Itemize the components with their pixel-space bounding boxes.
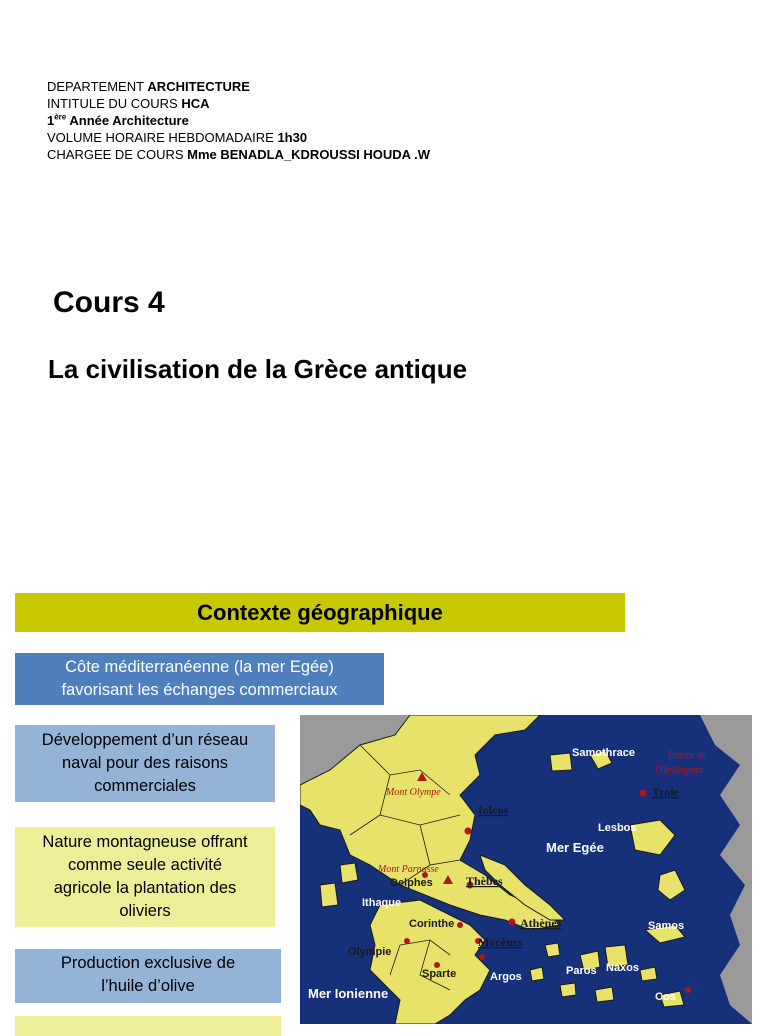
map-label-argos: Argos [490, 971, 522, 983]
info-box-partial [15, 1016, 281, 1036]
city-dot [685, 987, 691, 993]
thasos-island [550, 753, 572, 771]
year-line: 1ère Année Architecture [47, 112, 189, 128]
map-label-sparte: Sparte [422, 968, 457, 980]
greece-map-svg [300, 715, 752, 1024]
course-title-line: INTITULE DU COURS HCA [47, 96, 210, 111]
cyclades-island [560, 983, 576, 997]
map-label-mer-ionienne: Mer Ionienne [308, 986, 389, 1001]
course-number: Cours 4 [53, 286, 165, 319]
map-label-delphes: Delphes [390, 877, 433, 889]
dodecanese-island [640, 967, 657, 981]
city-dot [465, 828, 472, 835]
map-label-samothrace: Samothrace [572, 747, 635, 759]
map-label-corinthe: Corinthe [409, 918, 455, 930]
map-label-iolcos: Iolcos [478, 803, 508, 817]
info-box-coast: Côte méditerranéenne (la mer Egée) favorisant les échanges commerciaux [15, 653, 384, 705]
map-label-paros: Paros [566, 965, 597, 977]
course-header [47, 78, 430, 163]
cyclades-island [595, 987, 614, 1002]
map-label-athenes: Athènes [520, 916, 562, 930]
map-label-hellespont: Entrée de [668, 750, 707, 761]
info-box-olive-oil: Production exclusive de l’huile d’olive [15, 949, 281, 1003]
ithaca-island [340, 863, 358, 883]
map-label-naxos: Naxos [606, 962, 640, 974]
ionian-island [320, 883, 338, 907]
map-label-troie: Troie [652, 785, 679, 799]
city-dot [640, 790, 647, 797]
cyclades-island [530, 967, 544, 981]
map-label-hellespont: l'Hellespont [655, 765, 704, 776]
city-dot [509, 919, 516, 926]
section-banner: Contexte géographique [15, 593, 625, 632]
cyclades-island [545, 943, 560, 957]
info-box-mountains: Nature montagneuse offrant comme seule activité agricole la plantation des oliviers [15, 827, 275, 927]
city-dot [404, 938, 410, 944]
greece-map [300, 715, 752, 1024]
department-line: DEPARTEMENT ARCHITECTURE [47, 79, 250, 94]
map-label-ithaque: Ithaque [362, 897, 402, 909]
map-label-mer-egee: Mer Egée [546, 840, 604, 855]
hours-line: VOLUME HORAIRE HEBDOMADAIRE 1h30 [47, 130, 308, 145]
info-box-naval: Développement d’un réseau naval pour des raisons commerciales [15, 725, 275, 802]
map-label-mont-olympe: Mont Olympe [386, 787, 441, 798]
map-label-thebes: Thèbes [466, 874, 503, 888]
course-subtitle: La civilisation de la Grèce antique [48, 354, 468, 384]
map-label-samos: Samos [648, 920, 685, 932]
city-dot [457, 922, 463, 928]
map-label-olympie: Olympie [348, 946, 392, 958]
city-dot [479, 954, 485, 960]
lecturer-line: CHARGEE DE COURS Mme BENADLA_KDROUSSI HOUDA .W [47, 147, 431, 162]
map-label-mycenes: Mycènes [478, 935, 523, 949]
map-label-cos: Cos [655, 991, 676, 1003]
map-label-mont-parnasse: Mont Parnasse [378, 864, 439, 875]
map-label-lesbos: Lesbos [598, 822, 637, 834]
